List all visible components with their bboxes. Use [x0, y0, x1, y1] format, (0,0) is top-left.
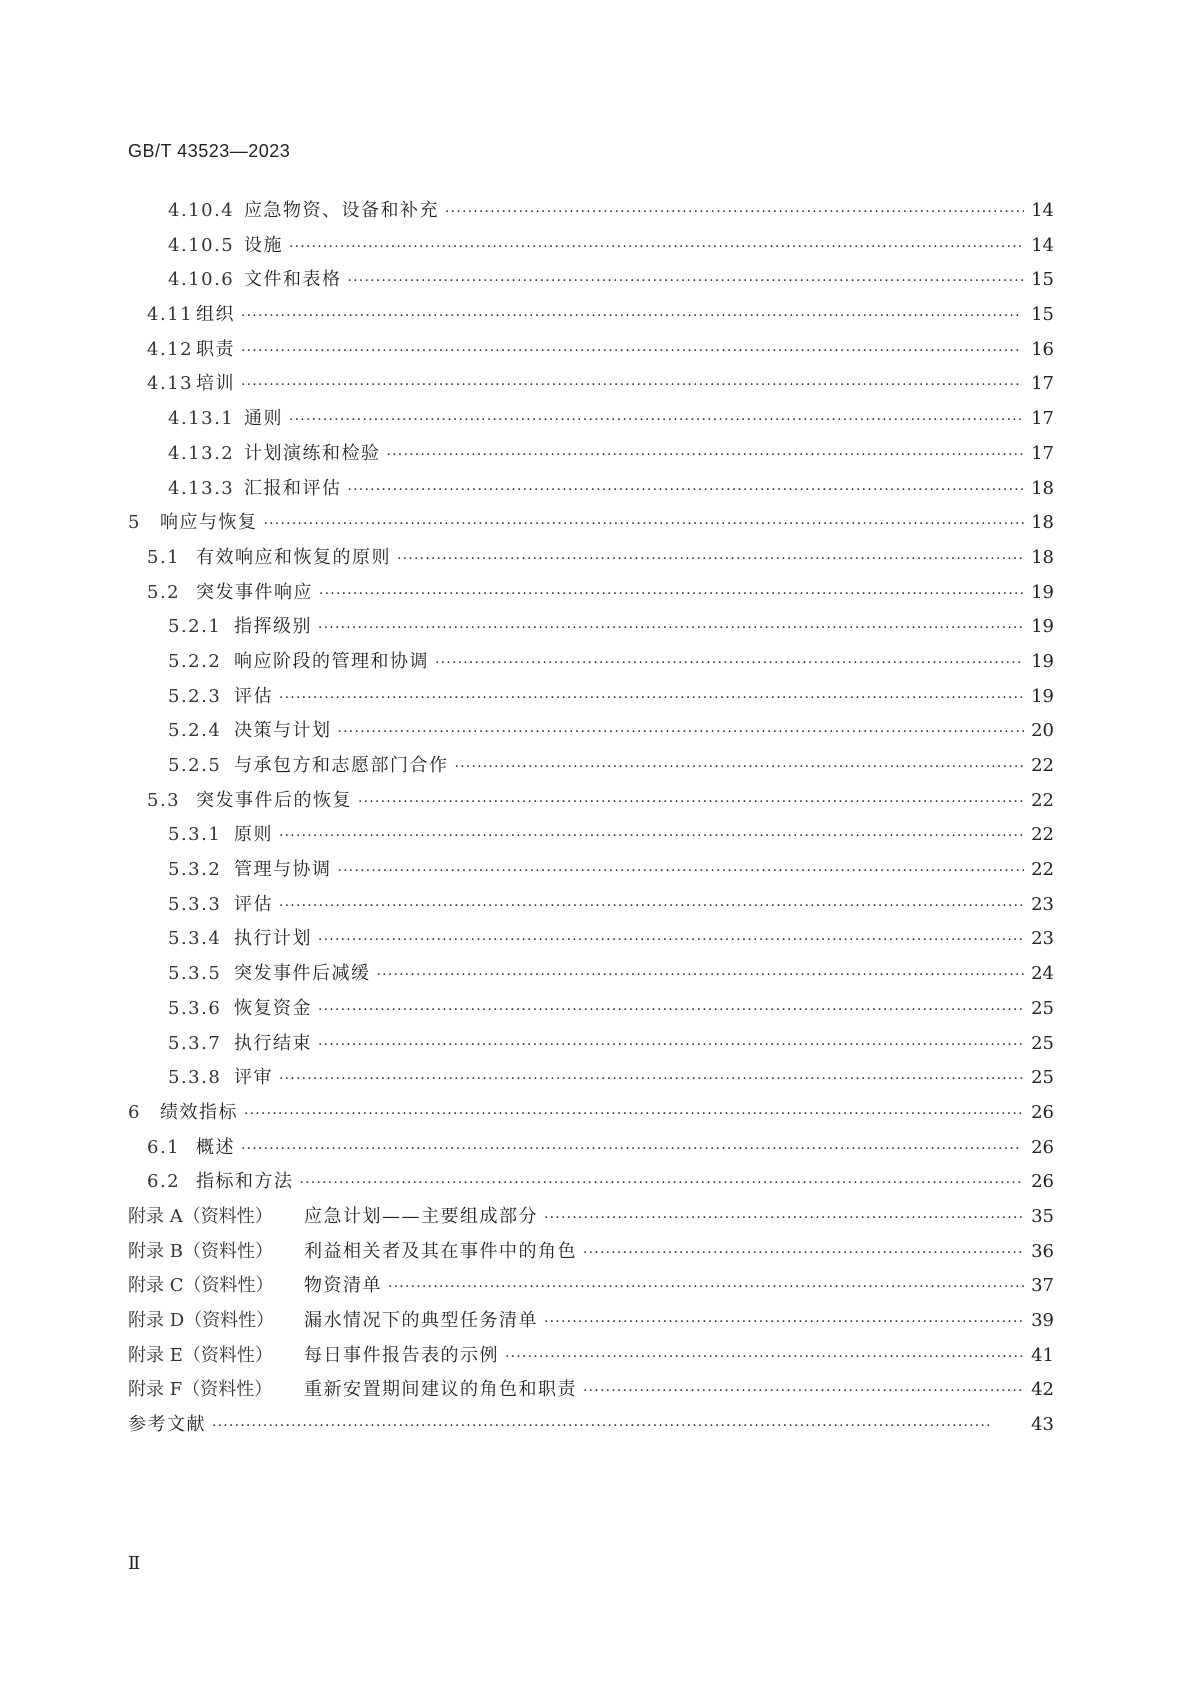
toc-leader-dots: [544, 1210, 1024, 1226]
toc-entry-number: 5.2.1: [168, 616, 222, 638]
toc-leader-dots: [289, 412, 1024, 428]
toc-entry-page: 14: [1031, 234, 1054, 256]
toc-entry[interactable]: [128, 335, 1054, 370]
toc-leader-dots: [348, 273, 1025, 289]
toc-entry-title: 评估: [234, 685, 273, 707]
toc-entry[interactable]: [128, 716, 1054, 751]
toc-entry-title: 职责: [196, 338, 235, 360]
toc-leader-dots: [397, 551, 1024, 567]
toc-entry-title: 绩效指标: [160, 1101, 238, 1123]
toc-entry[interactable]: [128, 682, 1054, 717]
toc-entry-title: 管理与协调: [234, 859, 332, 881]
toc-entry-number: 5.2.5: [168, 755, 222, 776]
toc-entry-number: 5.2.4: [168, 720, 222, 742]
toc-entry-title: 计划演练和检验: [244, 442, 381, 464]
toc-entry-page: 16: [1031, 338, 1054, 360]
toc-entry[interactable]: [128, 1410, 1054, 1445]
toc-entry-page: 25: [1031, 997, 1054, 1019]
toc-leader-dots: [279, 898, 1024, 914]
toc-entry-title: 利益相关者及其在事件中的角色: [304, 1240, 577, 1262]
toc-entry-title: 恢复资金: [234, 997, 312, 1019]
toc-entry-title: 响应阶段的管理和协调: [234, 650, 429, 672]
toc-leader-dots: [435, 655, 1024, 671]
toc-entry[interactable]: [128, 231, 1054, 266]
toc-entry-page: 18: [1031, 546, 1054, 568]
toc-entry[interactable]: [128, 404, 1054, 439]
toc-entry-title: 评审: [234, 1067, 273, 1089]
toc-leader-dots: [241, 1141, 1024, 1157]
toc-entry-title: 突发事件响应: [196, 581, 313, 603]
toc-entry-number: 5.3.4: [168, 928, 222, 950]
toc-entry-title: 突发事件后的恢复: [196, 789, 352, 811]
toc-entry[interactable]: [128, 1306, 1054, 1341]
toc-entry-number: 4.10.4: [168, 200, 235, 221]
toc-leader-dots: [241, 308, 1024, 324]
toc-entry-title: 决策与计划: [234, 720, 332, 742]
toc-entry-page: 41: [1031, 1344, 1054, 1366]
toc-entry-number: 6.1: [147, 1136, 181, 1158]
toc-entry-page: 17: [1031, 373, 1054, 395]
toc-entry[interactable]: [128, 1098, 1054, 1133]
toc-entry-title: 评估: [234, 893, 273, 915]
toc-leader-dots: [264, 516, 1025, 532]
toc-entry-page: 17: [1031, 442, 1054, 464]
toc-entry-page: 18: [1031, 512, 1054, 534]
toc-entry-page: 23: [1031, 893, 1054, 915]
toc-entry-title: 响应与恢复: [160, 512, 258, 534]
toc-leader-dots: [244, 1106, 1024, 1122]
toc-entry[interactable]: [128, 786, 1054, 821]
toc-entry[interactable]: [128, 300, 1054, 335]
toc-entry[interactable]: [128, 751, 1054, 786]
toc-entry-title: 执行计划: [234, 928, 312, 950]
toc-entry-number: 附录 A（资料性）: [128, 1205, 273, 1227]
toc-entry-number: 5.3.5: [168, 963, 222, 985]
toc-entry-title: 文件和表格: [244, 269, 342, 291]
toc-entry-page: 26: [1031, 1101, 1054, 1123]
toc-entry-title: 指标和方法: [196, 1171, 294, 1193]
toc-entry-title: 每日事件报告表的示例: [304, 1344, 499, 1366]
toc-entry-number: 4.12: [147, 338, 194, 360]
toc-leader-dots: [279, 828, 1024, 844]
toc-entry-title: 指挥级别: [234, 616, 312, 638]
toc-entry[interactable]: [128, 1202, 1054, 1237]
toc-entry[interactable]: [128, 508, 1054, 543]
table-of-contents: [128, 196, 1054, 1445]
toc-entry[interactable]: [128, 1341, 1054, 1376]
toc-entry-page: 15: [1031, 269, 1054, 291]
page-number: Ⅱ: [128, 1553, 141, 1574]
toc-entry-page: 39: [1031, 1310, 1054, 1331]
toc-entry-page: 36: [1031, 1240, 1054, 1262]
toc-entry-title: 通则: [244, 408, 283, 430]
toc-leader-dots: [445, 204, 1024, 220]
toc-entry-number: 6.2: [147, 1171, 181, 1193]
toc-entry-title: 组织: [196, 304, 235, 326]
toc-leader-dots: [300, 1175, 1025, 1191]
toc-entry-number: 5.3.2: [168, 859, 222, 881]
toc-leader-dots: [212, 1418, 1024, 1434]
toc-entry-title: 重新安置期间建议的角色和职责: [304, 1379, 577, 1401]
toc-entry-number: 附录 D（资料性）: [128, 1310, 275, 1331]
toc-entry-title: 漏水情况下的典型任务清单: [304, 1310, 538, 1331]
toc-leader-dots: [583, 1383, 1024, 1399]
toc-entry-page: 24: [1031, 963, 1054, 985]
toc-entry-page: 19: [1031, 616, 1054, 638]
toc-entry[interactable]: [128, 855, 1054, 890]
toc-entry-title: 突发事件后减缓: [234, 963, 371, 985]
toc-entry-number: 4.13.2: [168, 442, 235, 464]
toc-leader-dots: [318, 1002, 1024, 1018]
toc-leader-dots: [241, 377, 1024, 393]
toc-entry-number: 5.3: [147, 789, 181, 811]
toc-entry-page: 22: [1031, 859, 1054, 881]
toc-entry[interactable]: [128, 924, 1054, 959]
toc-entry[interactable]: [128, 1063, 1054, 1098]
toc-leader-dots: [348, 482, 1025, 498]
toc-entry-number: 6: [128, 1101, 141, 1123]
toc-entry-number: 5.1: [147, 546, 181, 568]
toc-entry-page: 22: [1031, 755, 1054, 776]
toc-entry-title: 物资清单: [304, 1275, 382, 1297]
toc-entry[interactable]: [128, 959, 1054, 994]
toc-entry-page: 22: [1031, 824, 1054, 846]
toc-entry-page: 14: [1031, 200, 1054, 221]
toc-entry-number: 5.3.8: [168, 1067, 222, 1089]
toc-entry-page: 20: [1031, 720, 1054, 742]
toc-entry-page: 19: [1031, 685, 1054, 707]
toc-entry-title: 应急物资、设备和补充: [244, 200, 439, 221]
toc-entry-title: 汇报和评估: [244, 477, 342, 499]
toc-entry-number: 5.3.6: [168, 997, 222, 1019]
toc-leader-dots: [279, 1071, 1024, 1087]
toc-entry-number: 4.10.5: [168, 234, 235, 256]
toc-entry-number: 4.13: [147, 373, 194, 395]
toc-entry-title: 培训: [196, 373, 235, 395]
document-header: GB/T 43523—2023: [128, 141, 291, 161]
toc-entry-page: 25: [1031, 1032, 1054, 1054]
toc-entry-page: 26: [1031, 1136, 1054, 1158]
toc-entry[interactable]: [128, 265, 1054, 300]
toc-leader-dots: [388, 1279, 1024, 1295]
toc-entry[interactable]: [128, 196, 1054, 231]
toc-entry[interactable]: [128, 474, 1054, 509]
toc-leader-dots: [338, 724, 1025, 740]
toc-entry-page: 37: [1031, 1275, 1054, 1297]
toc-leader-dots: [318, 620, 1024, 636]
toc-entry[interactable]: [128, 1237, 1054, 1272]
toc-entry-number: 5.2.3: [168, 685, 222, 707]
toc-entry-page: 43: [1031, 1414, 1054, 1436]
toc-entry-number: 5.2.2: [168, 650, 222, 672]
toc-entry-number: 4.10.6: [168, 269, 235, 291]
toc-leader-dots: [318, 1037, 1024, 1053]
toc-entry[interactable]: [128, 543, 1054, 578]
toc-entry-title: 原则: [234, 824, 273, 846]
toc-entry-title: 有效响应和恢复的原则: [196, 546, 391, 568]
toc-leader-dots: [377, 967, 1025, 983]
toc-entry-number: 附录 B（资料性）: [128, 1240, 273, 1262]
toc-entry-title: 设施: [244, 234, 283, 256]
toc-leader-dots: [279, 690, 1024, 706]
toc-entry-page: 42: [1031, 1379, 1054, 1401]
toc-entry[interactable]: [128, 369, 1054, 404]
toc-entry-number: 4.13.1: [168, 408, 235, 430]
toc-entry[interactable]: [128, 1133, 1054, 1168]
toc-entry-number: 4.11: [147, 304, 194, 326]
toc-entry[interactable]: [128, 439, 1054, 474]
toc-entry-page: 25: [1031, 1067, 1054, 1089]
toc-entry-page: 23: [1031, 928, 1054, 950]
toc-entry-number: 4.13.3: [168, 477, 235, 499]
toc-leader-dots: [319, 586, 1024, 602]
toc-leader-dots: [387, 447, 1025, 463]
toc-entry-number: 附录 E（资料性）: [128, 1344, 273, 1366]
toc-entry-number: 5.3.7: [168, 1032, 222, 1054]
toc-leader-dots: [358, 794, 1024, 810]
toc-entry-page: 19: [1031, 581, 1054, 603]
toc-entry[interactable]: [128, 578, 1054, 613]
toc-entry[interactable]: [128, 1167, 1054, 1202]
toc-entry[interactable]: [128, 1375, 1054, 1410]
toc-leader-dots: [544, 1314, 1024, 1330]
toc-entry-page: 15: [1031, 304, 1054, 326]
toc-leader-dots: [338, 863, 1025, 879]
toc-entry[interactable]: [128, 647, 1054, 682]
toc-leader-dots: [455, 759, 1025, 775]
toc-leader-dots: [318, 932, 1024, 948]
toc-entry-title: 概述: [196, 1136, 235, 1158]
toc-entry[interactable]: [128, 994, 1054, 1029]
toc-entry-page: 35: [1031, 1205, 1054, 1227]
toc-entry[interactable]: [128, 1271, 1054, 1306]
toc-entry[interactable]: [128, 890, 1054, 925]
toc-entry-number: 5: [128, 512, 141, 534]
toc-leader-dots: [241, 343, 1024, 359]
toc-entry-page: 26: [1031, 1171, 1054, 1193]
toc-entry-number: 5.2: [147, 581, 181, 603]
toc-leader-dots: [289, 239, 1024, 255]
toc-leader-dots: [505, 1349, 1024, 1365]
toc-entry-page: 19: [1031, 650, 1054, 672]
toc-entry-title: 与承包方和志愿部门合作: [234, 755, 449, 776]
toc-entry[interactable]: [128, 1029, 1054, 1064]
toc-entry[interactable]: [128, 612, 1054, 647]
toc-entry[interactable]: [128, 820, 1054, 855]
toc-entry-number: 5.3.3: [168, 893, 222, 915]
toc-entry-number: 附录 F（资料性）: [128, 1379, 273, 1401]
toc-entry-page: 17: [1031, 408, 1054, 430]
toc-entry-page: 18: [1031, 477, 1054, 499]
toc-entry-title: 执行结束: [234, 1032, 312, 1054]
toc-entry-page: 22: [1031, 789, 1054, 811]
toc-leader-dots: [583, 1245, 1024, 1261]
toc-entry-title: 参考文献: [128, 1414, 206, 1436]
toc-entry-number: 附录 C（资料性）: [128, 1275, 274, 1297]
toc-entry-title: 应急计划——主要组成部分: [304, 1205, 538, 1227]
toc-entry-number: 5.3.1: [168, 824, 222, 846]
